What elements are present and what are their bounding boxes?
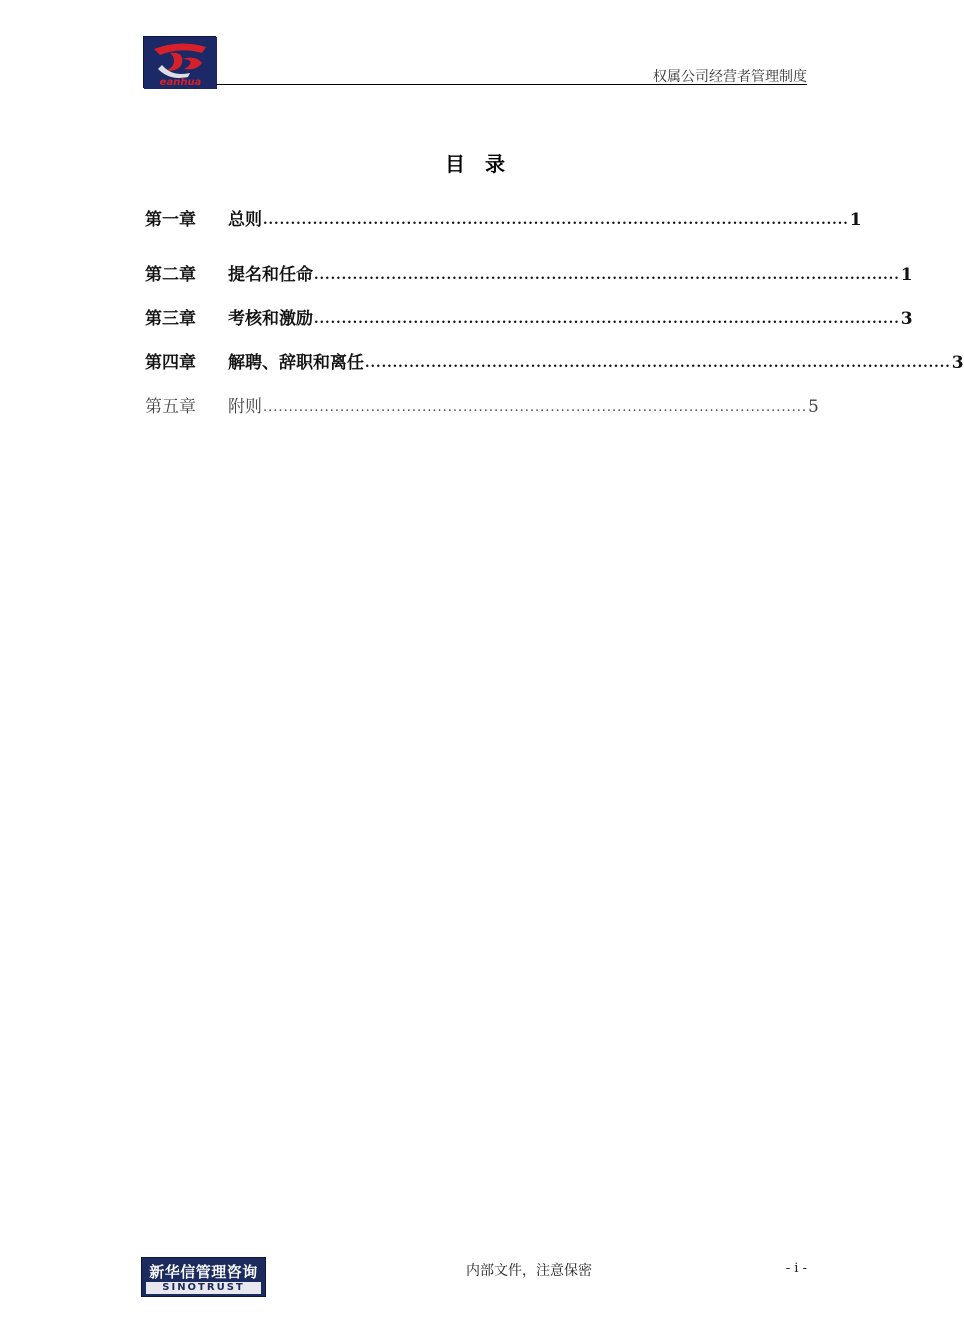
toc-dot-leader: .......................................................................................................... [263, 400, 808, 415]
consultancy-logo [141, 1257, 266, 1297]
page-footer [141, 1257, 807, 1297]
company-logo [143, 36, 216, 88]
header-divider [216, 84, 807, 85]
toc-chapter-number: 第三章 [145, 309, 196, 329]
company-logo-mark [144, 37, 217, 89]
toc-entry-chapter-5[interactable] [145, 392, 819, 417]
toc-dot-leader: .......................................................................................................... [314, 268, 900, 283]
toc-page-number: 3 [900, 309, 913, 329]
toc-entry-chapter-4[interactable] [145, 348, 964, 373]
consultancy-logo-en: SINOTRUST [146, 1282, 261, 1294]
toc-chapter-title: 解聘、辞职和离任 [228, 353, 364, 373]
consultancy-logo-cn: 新华信管理咨询 [149, 1263, 258, 1281]
toc-entry-chapter-1[interactable] [145, 205, 862, 230]
toc-heading-char: 目 [445, 152, 465, 176]
toc-dot-leader: .......................................................................................................... [314, 312, 900, 327]
toc-chapter-title: 考核和激励 [228, 309, 313, 329]
document-title: 权属公司经营者管理制度 [653, 69, 807, 85]
toc-heading [0, 148, 950, 177]
toc-chapter-number: 第五章 [145, 397, 196, 417]
footer-page-number: - i - [785, 1261, 807, 1276]
toc-entry-chapter-3[interactable] [145, 304, 913, 329]
toc-chapter-number: 第四章 [145, 353, 196, 373]
toc-page-number: 5 [808, 397, 819, 417]
toc-chapter-title: 总则 [228, 210, 262, 230]
toc-heading-char: 录 [485, 152, 505, 176]
company-logo-text: eanhua [159, 77, 202, 88]
toc-page-number: 3 [951, 353, 964, 373]
toc-chapter-title: 提名和任命 [228, 265, 313, 285]
toc-chapter-title: 附则 [228, 397, 262, 417]
toc-dot-leader: .......................................................................................................... [263, 213, 849, 228]
toc-page-number: 1 [849, 210, 862, 230]
toc-entry-chapter-2[interactable] [145, 260, 913, 285]
toc-page-number: 1 [900, 265, 913, 285]
page-header [143, 36, 807, 86]
toc-dot-leader: .......................................................................................................... [365, 356, 951, 371]
confidentiality-note: 内部文件，注意保密 [466, 1263, 592, 1279]
toc-chapter-number: 第二章 [145, 265, 196, 285]
toc-chapter-number: 第一章 [145, 210, 196, 230]
